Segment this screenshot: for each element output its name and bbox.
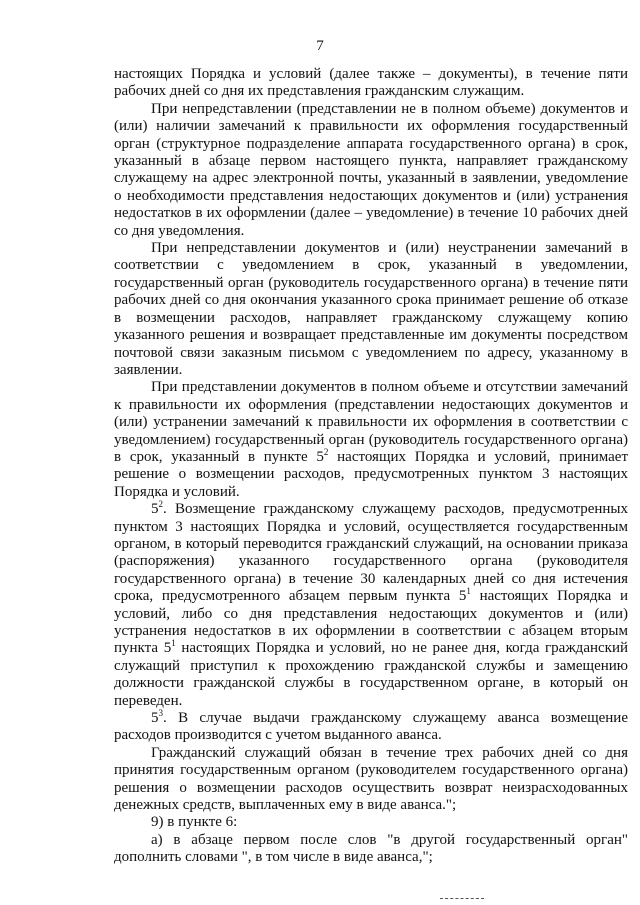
- paragraph-text: . Возмещение гражданскому служащему расходов, предусмотренных пунктом 3 настоящих Порядка и условий, осуществляется государственным органом, в который переводится гражданский служащий, на основании приказа (распоряжения) указанного государственного органа (руководителя государственного органа) в течение 30 календарных дней со дня истечения срока, предусмотренного абзацем первым пункта 5: [114, 501, 628, 605]
- paragraph-text: При представлении документов в полном объеме и отсутствии замечаний к правильности их оформления (представлении недостающих документов и (или) устранении замечаний к правильности их оформления в соответствии с уведомлением) государственный орган (руководитель государственного органа) в срок, указанный в пункте 5: [114, 379, 628, 465]
- paragraph-text: а) в абзаце первом после слов "в другой государственный орган" дополнить словами ", в том числе в виде аванса,";: [114, 831, 628, 866]
- superscript: 2: [158, 499, 163, 510]
- superscript: 1: [466, 586, 471, 597]
- paragraph-text: 9) в пункте 6:: [151, 814, 238, 831]
- superscript: 3: [158, 708, 163, 719]
- paragraph-text: настоящих Порядка и условий, но не ранее дня, когда гражданский служащий приступил к прохождению гражданской службы и замещению должности гражданской службы в государственном органе, в который он переведен.: [114, 640, 629, 709]
- paragraph: [114, 379, 628, 501]
- superscript: 2: [323, 446, 329, 457]
- document-body: [114, 66, 628, 867]
- paragraph-text: 5: [151, 710, 159, 727]
- paragraph: [114, 501, 628, 710]
- paragraph-text: При непредставлении (представлении не в полном объеме) документов и (или) наличии замечаний к правильности их оформления государственный орган (структурное подразделение аппарата государственного органа) в срок, указанный в абзаце первом настоящего пункта, направляет гражданскому служащему на адрес электронной почты, указанный в заявлении, уведомление о необходимости представления недостающих документов и (или) устранения недостатков в их оформлении (далее – уведомление) в течение 10 рабочих дней со дня уведомления.: [114, 100, 628, 239]
- paragraph: [114, 832, 628, 867]
- paragraph-text: настоящих Порядка и условий (далее также – документы), в течение пяти рабочих дней со дня их представления гражданским служащим.: [114, 66, 628, 100]
- paragraph-text: . В случае выдачи гражданскому служащему аванса возмещение расходов производится с учетом выданного аванса.: [114, 710, 628, 744]
- paragraph: [114, 101, 628, 240]
- superscript: 1: [171, 638, 176, 649]
- paragraph-text: Гражданский служащий обязан в течение трех рабочих дней со дня принятия государственным органом (руководителем государственного органа) решения о возмещении расходов осуществить возврат неизрасходованных денежных средств, выплаченных ему в виде аванса.";: [114, 744, 628, 814]
- page-number: 7: [316, 38, 324, 54]
- paragraph-text: настоящих Порядка и условий, либо со дня представления недостающих документов и (или) устранения недостатков в их оформлении в соответствии с абзацем вторым пункта 5: [114, 588, 628, 657]
- paragraph: [114, 66, 628, 101]
- page-edge-mark: [440, 898, 484, 899]
- paragraph-text: настоящих Порядка и условий, принимает решение о возмещении расходов, предусмотренных пунктом 3 настоящих Порядка и условий.: [114, 448, 628, 500]
- paragraph: [114, 745, 628, 815]
- paragraph: [114, 710, 628, 745]
- paragraph: [114, 240, 628, 379]
- paragraph-text: При непредставлении документов и (или) неустранении замечаний в соответствии с уведомлением в срок, указанный в уведомлении, государственный орган (руководитель государственного органа) в течение пяти рабочих дней со дня окончания указанного срока принимает решение об отказе в возмещении расходов, направляет гражданскому служащему копию указанного решения и возвращает представленные им документы посредством почтовой связи заказным письмом с уведомлением по адресу, указанному в заявлении.: [114, 240, 628, 378]
- paragraph: [114, 814, 628, 831]
- paragraph-text: 5: [151, 501, 159, 518]
